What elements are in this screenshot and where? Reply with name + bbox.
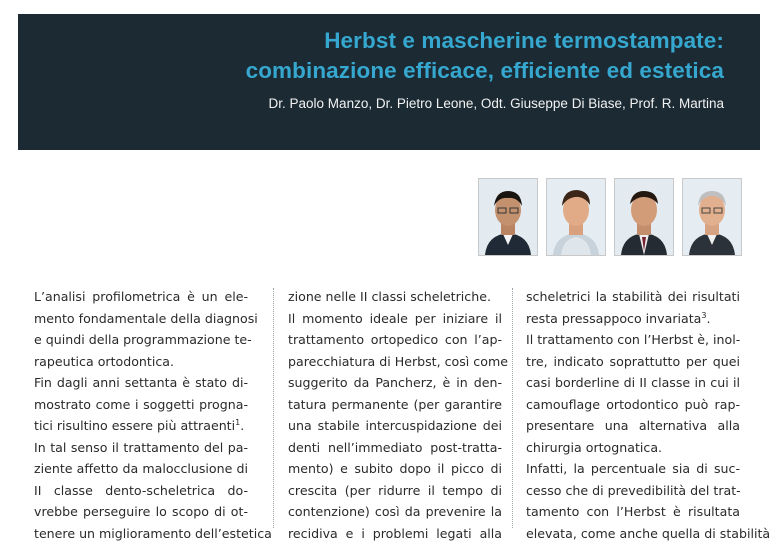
text-line: cesso che di prevedibilità del trat- bbox=[526, 480, 740, 502]
text-line: tamento con l’Herbst è risultata bbox=[526, 501, 740, 523]
text-line: mento fondamentale della diagnosi bbox=[34, 308, 248, 330]
text-line: suggerito da Pancherz, è in den- bbox=[288, 372, 502, 394]
author-photo-di-biase bbox=[614, 178, 674, 256]
column-divider bbox=[512, 288, 513, 528]
text-line: scheletrici la stabilità dei risultati bbox=[526, 286, 740, 308]
author-photo-manzo bbox=[478, 178, 538, 256]
text-line: tenere un miglioramento dell’estetica bbox=[34, 523, 248, 544]
text-line: Fin dagli anni settanta è stato di- bbox=[34, 372, 248, 394]
text-line: presentare una alternativa alla bbox=[526, 415, 740, 437]
author-photo-leone bbox=[546, 178, 606, 256]
text-line: crescita (per ridurre il tempo di bbox=[288, 480, 502, 502]
article-title-line-1: Herbst e mascherine termostampate: bbox=[324, 28, 724, 54]
text-line: chirurgia ortognatica. bbox=[526, 437, 740, 459]
text-line: In tal senso il trattamento del pa- bbox=[34, 437, 248, 459]
text-line: II classe dento-scheletrica do- bbox=[34, 480, 248, 502]
text-line: vrebbe perseguire lo scopo di ot- bbox=[34, 501, 248, 523]
text-line: ziente affetto da malocclusione di bbox=[34, 458, 248, 480]
text-line: rapeutica ortodontica. bbox=[34, 351, 248, 373]
text-line: tici risultino essere più attraenti$^1$. bbox=[34, 415, 248, 437]
text-column-2 bbox=[288, 286, 502, 544]
text-line: contenzione) così da prevenire la bbox=[288, 501, 502, 523]
author-photos bbox=[478, 178, 742, 256]
article-header bbox=[18, 14, 760, 150]
text-line: denti nell’immediato post-tratta- bbox=[288, 437, 502, 459]
article-authors: Dr. Paolo Manzo, Dr. Pietro Leone, Odt. Giuseppe Di Biase, Prof. R. Martina bbox=[269, 96, 724, 111]
text-column-1 bbox=[34, 286, 248, 544]
text-line: e quindi della programmazione te- bbox=[34, 329, 248, 351]
author-photo-martina bbox=[682, 178, 742, 256]
text-line: resta pressappoco invariata$^3$. bbox=[526, 308, 740, 330]
text-line: tatura permanente (per garantire bbox=[288, 394, 502, 416]
text-line-content: resta pressappoco invariata bbox=[526, 311, 701, 326]
text-line: Il trattamento con l’Herbst è, inol- bbox=[526, 329, 740, 351]
text-line: trattamento ortopedico con l’ap- bbox=[288, 329, 502, 351]
text-line: una stabile intercuspidazione dei bbox=[288, 415, 502, 437]
text-line: casi borderline di II classe in cui il bbox=[526, 372, 740, 394]
text-line: L’analisi profilometrica è un ele- bbox=[34, 286, 248, 308]
text-column-3 bbox=[526, 286, 740, 544]
text-line-content: tici risultino essere più attraenti bbox=[34, 418, 235, 433]
text-line: parecchiatura di Herbst, così come bbox=[288, 351, 502, 373]
text-line: Infatti, la percentuale sia di suc- bbox=[526, 458, 740, 480]
text-line: elevata, come anche quella di stabilità bbox=[526, 523, 740, 544]
footnote-marker: 3 bbox=[701, 310, 706, 319]
text-line: Il momento ideale per iniziare il bbox=[288, 308, 502, 330]
text-line: camouflage ortodontico può rap- bbox=[526, 394, 740, 416]
text-line: zione nelle II classi scheletriche. bbox=[288, 286, 502, 308]
footnote-marker: 1 bbox=[235, 418, 240, 427]
text-line: mostrato come i soggetti progna- bbox=[34, 394, 248, 416]
text-line: mento) e subito dopo il picco di bbox=[288, 458, 502, 480]
article-title-line-2: combinazione efficace, efficiente ed estetica bbox=[246, 58, 724, 84]
text-line: recidiva e i problemi legati alla bbox=[288, 523, 502, 544]
column-divider bbox=[273, 288, 274, 528]
text-line: tre, indicato soprattutto per quei bbox=[526, 351, 740, 373]
